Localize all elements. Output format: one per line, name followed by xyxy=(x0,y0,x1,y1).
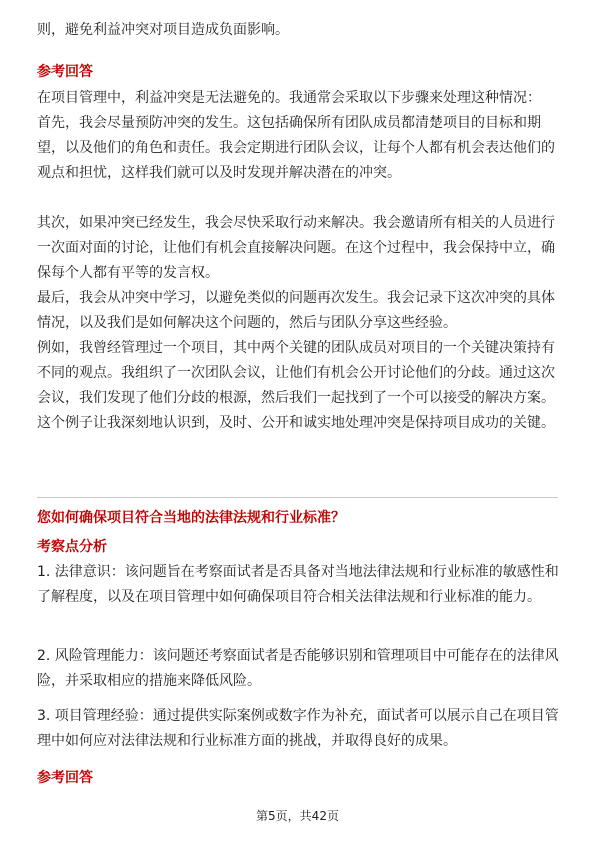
answer-paragraph-last: 最后，我会从冲突中学习，以避免类似的问题再次发生。我会记录下这次冲突的具体情况，以及我们是如何解决这个问题的，然后与团队分享这些经验。 xyxy=(37,290,555,331)
analysis-item-legal-awareness: 1. 法律意识：该问题旨在考察面试者是否具备对当地法律法规和行业标准的敏感性和了解程度，以及在项目管理中如何确保项目符合相关法律法规和行业标准的能力。 xyxy=(37,564,559,605)
analysis-item-project-experience: 3. 项目管理经验：通过提供实际案例或数字作为补充，面试者可以展示自己在项目管理中如何应对法律法规和行业标准方面的挑战，并取得良好的成果。 xyxy=(37,708,559,749)
analysis-heading: 考察点分析 xyxy=(37,539,107,555)
answer-paragraph-second: 其次，如果冲突已经发生，我会尽快采取行动来解决。我会邀请所有相关的人员进行一次面对面的讨论，让他们有机会直接解决问题。在这个过程中，我会保持中立，确保每个人都有平等的发言权。 xyxy=(37,215,555,281)
section-divider xyxy=(37,497,558,498)
continued-paragraph: 则，避免利益冲突对项目造成负面影响。 xyxy=(37,22,289,38)
question-heading: 您如何确保项目符合当地的法律法规和行业标准？ xyxy=(37,510,345,526)
analysis-item-risk-management: 2. 风险管理能力：该问题还考察面试者是否能够识别和管理项目中可能存在的法律风险，并采取相应的措施来降低风险。 xyxy=(37,648,559,689)
reference-answer-heading-2: 参考回答 xyxy=(37,770,93,786)
answer-paragraph-example: 例如，我曾经管理过一个项目，其中两个关键的团队成员对项目的一个关键决策持有不同的观点。我组织了一次团队会议，让他们有机会公开讨论他们的分歧。通过这次会议，我们发现了他们分歧的根源，然后我们一起找到了一个可以接受的解决方案。这个例子让我深刻地认识到，及时、公开和诚实地处理冲突是保持项目成功的关键。 xyxy=(37,340,555,431)
answer-paragraph-intro: 在项目管理中，利益冲突是无法避免的。我通常会采取以下步骤来处理这种情况： xyxy=(37,90,541,106)
answer-paragraph-first: 首先，我会尽量预防冲突的发生。这包括确保所有团队成员都清楚项目的目标和期望，以及他们的角色和责任。我会定期进行团队会议，让每个人都有机会表达他们的观点和担忧，这样我们就可以及时发现并解决潜在的冲突。 xyxy=(37,115,555,181)
reference-answer-heading: 参考回答 xyxy=(37,64,93,80)
page-number: 第5页，共42页 xyxy=(256,809,339,823)
